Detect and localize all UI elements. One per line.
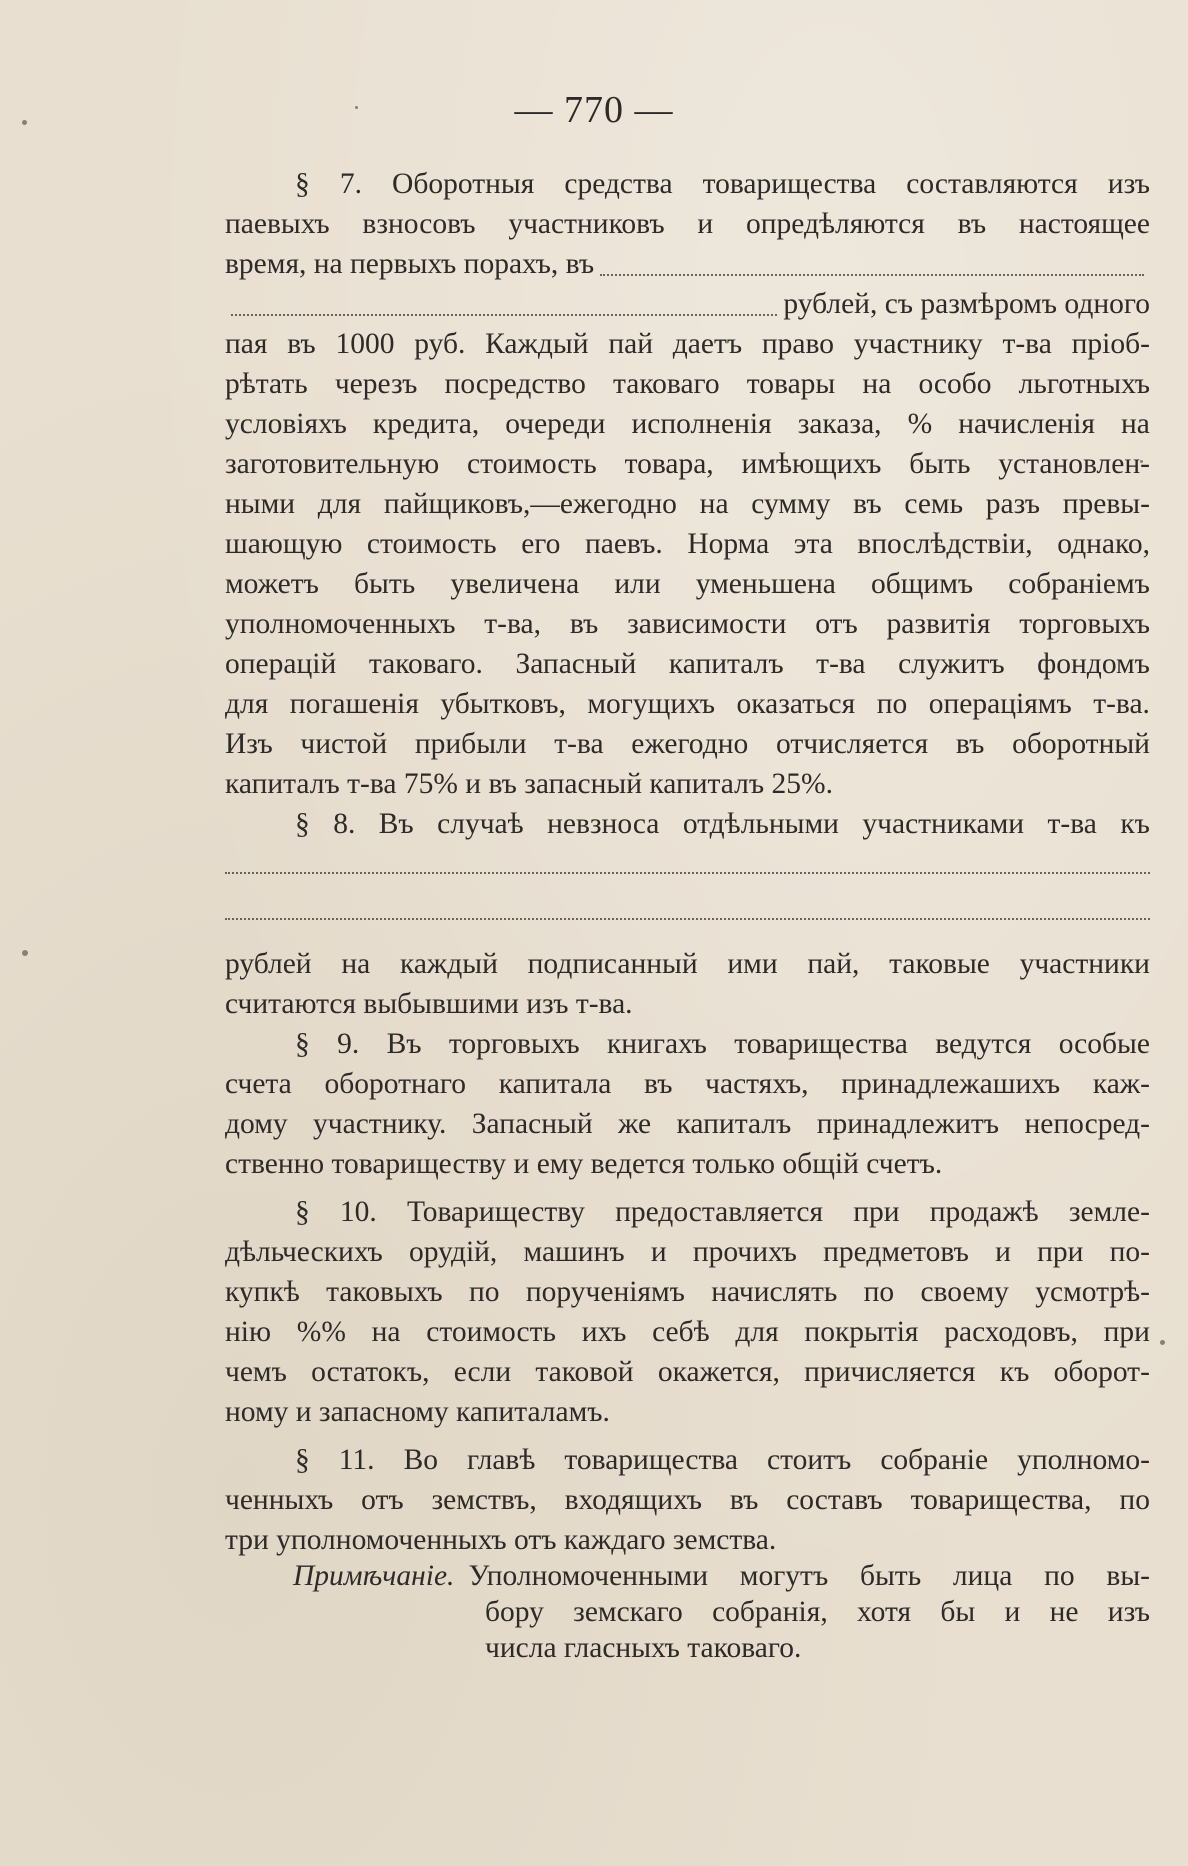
paper-speck: [1160, 1340, 1165, 1345]
text-line: § 11. Во главѣ товарищества стоитъ собраніе уполномо-: [295, 1444, 1150, 1476]
text-line: три уполномоченныхъ отъ каждаго земства.: [225, 1524, 777, 1556]
text-line: уполномоченныхъ т-ва, въ зависимости отъ развитія торговыхъ: [225, 608, 1150, 640]
section-8: [225, 804, 1150, 1024]
note-line: числа гласныхъ таковаго.: [485, 1632, 802, 1664]
text-line: для погашенія убытковъ, могущихъ оказаться по операціямъ т-ва.: [225, 688, 1150, 720]
text-line: § 7. Оборотныя средства товарищества составляются изъ: [295, 168, 1150, 200]
text-line: купкѣ таковыхъ по порученіямъ начислять по своему усмотрѣ-: [225, 1276, 1150, 1308]
blank-dotted-field: [225, 844, 1150, 890]
text-line: ному и запасному капиталамъ.: [225, 1396, 610, 1428]
text-line: § 9. Въ торговыхъ книгахъ товарищества ведутся особые: [295, 1028, 1150, 1060]
text-line: Изъ чистой прибыли т-ва ежегодно отчисляется въ оборотный: [225, 728, 1150, 760]
note-first-line: [225, 1558, 1150, 1594]
section-9: [225, 1024, 1150, 1184]
text-line: дому участнику. Запасный же капиталъ принадлежитъ непосред-: [225, 1108, 1150, 1140]
text-line: операцій таковаго. Запасный капиталъ т-ва служитъ фондомъ: [225, 648, 1150, 680]
text-line: § 10. Товариществу предоставляется при продажѣ земле-: [295, 1196, 1150, 1228]
text-line: шающую стоимость его паевъ. Норма эта впослѣдствіи, однако,: [225, 528, 1150, 560]
text-line: паевыхъ взносовъ участниковъ и опредѣляются въ настоящее: [225, 208, 1150, 240]
text-fragment: время, на первыхъ порахъ, въ: [225, 248, 595, 280]
note-body: [225, 1594, 1150, 1666]
page-number: — 770 —: [514, 89, 674, 131]
blank-dotted-field: [225, 890, 1150, 936]
text-line: заготовительную стоимость товара, имѣющихъ быть установлен-: [225, 448, 1150, 480]
blank-dotted-field: [600, 252, 1144, 276]
text-fragment: рублей, съ размѣромъ одного: [783, 288, 1150, 320]
text-line: рѣтать черезъ посредство таковаго товары на особо льготныхъ: [225, 368, 1150, 400]
text-line: нію %% на стоимость ихъ себѣ для покрытія расходовъ, при: [225, 1316, 1150, 1348]
text-line: условіяхъ кредита, очереди исполненія заказа, % начисленія на: [225, 408, 1150, 440]
note-label: Примѣчаніе.: [293, 1560, 455, 1592]
text-line: ными для пайщиковъ,—ежегодно на сумму въ семь разъ превы-: [225, 488, 1150, 520]
text-line: пая въ 1000 руб. Каждый пай даетъ право участнику т-ва пріоб-: [225, 328, 1150, 360]
text-line: ченныхъ отъ земствъ, входящихъ въ составъ товарищества, по: [225, 1484, 1150, 1516]
section-11: [225, 1440, 1150, 1560]
text-line: ственно товариществу и ему ведется только общій счетъ.: [225, 1148, 943, 1180]
note-line: бору земскаго собранія, хотя бы и не изъ: [485, 1596, 1150, 1628]
section-10: [225, 1192, 1150, 1432]
text-line: чемъ остатокъ, если таковой окажется, причисляется къ оборот-: [225, 1356, 1150, 1388]
text-line: рублей на каждый подписанный ими пай, таковые участники: [225, 948, 1150, 980]
section-7: [225, 164, 1150, 804]
note-line: Уполномоченными могутъ быть лица по вы-: [468, 1560, 1150, 1592]
text-line: капиталъ т-ва 75% и въ запасный капиталъ 25%.: [225, 768, 833, 800]
text-line: можетъ быть увеличена или уменьшена общимъ собраніемъ: [225, 568, 1150, 600]
paper-speck: [22, 950, 28, 956]
text-line: считаются выбывшими изъ т-ва.: [225, 988, 633, 1020]
text-line: счета оборотнаго капитала въ частяхъ, принадлежашихъ каж-: [225, 1068, 1150, 1100]
blank-dotted-field: [231, 292, 777, 316]
note-block: [225, 1558, 1150, 1666]
text-line: [225, 244, 1150, 284]
text-line: [225, 284, 1150, 324]
text-line: § 8. Въ случаѣ невзноса отдѣльными участниками т-ва къ: [295, 808, 1150, 840]
text-line: дѣльческихъ орудій, машинъ и прочихъ предметовъ и при по-: [225, 1236, 1150, 1268]
